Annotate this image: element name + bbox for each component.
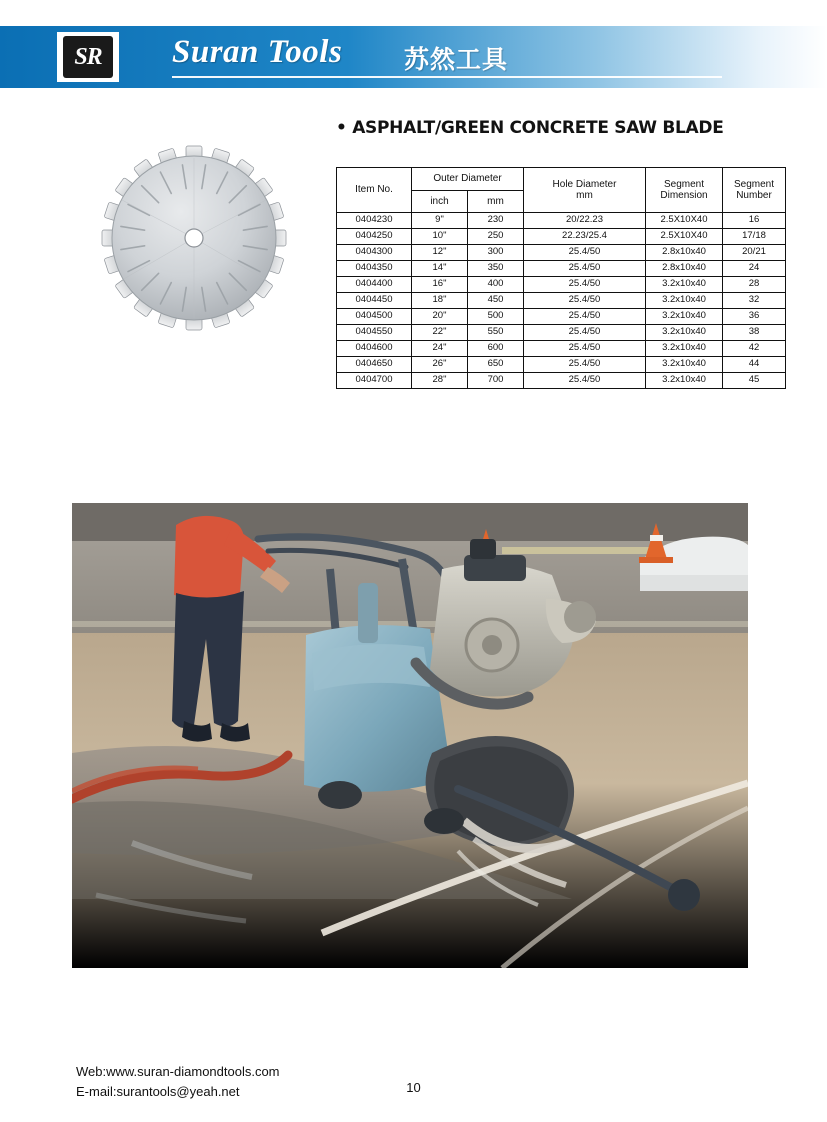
page-title xyxy=(336,118,724,138)
table-row xyxy=(337,325,786,341)
header-segment-number xyxy=(723,168,786,213)
cell-outer-mm: 300 xyxy=(468,245,524,261)
cell-item-no: 0404350 xyxy=(337,261,412,277)
cell-outer-mm: 600 xyxy=(468,341,524,357)
cell-segment-dimension: 3.2x10x40 xyxy=(646,341,723,357)
header-hole-diameter xyxy=(524,168,646,213)
cell-segment-dimension: 2.8x10x40 xyxy=(646,245,723,261)
cell-outer-mm: 700 xyxy=(468,373,524,389)
footer-email: E-mail:surantools@yeah.net xyxy=(76,1084,240,1100)
cell-hole-diameter: 25.4/50 xyxy=(524,341,646,357)
table-row xyxy=(337,261,786,277)
cell-item-no: 0404300 xyxy=(337,245,412,261)
page-header xyxy=(0,26,827,88)
cell-hole-diameter: 25.4/50 xyxy=(524,245,646,261)
header-segment-dimension xyxy=(646,168,723,213)
footer-website: Web:www.suran-diamondtools.com xyxy=(76,1064,280,1079)
logo-text: SR xyxy=(74,43,102,70)
cell-segment-number: 17/18 xyxy=(723,229,786,245)
table-body xyxy=(337,213,786,389)
cell-outer-mm: 500 xyxy=(468,309,524,325)
header-hole-diameter-unit: mm xyxy=(576,190,593,201)
cell-outer-mm: 400 xyxy=(468,277,524,293)
table-row xyxy=(337,213,786,229)
cell-segment-number: 16 xyxy=(723,213,786,229)
application-photo xyxy=(72,503,748,968)
cell-outer-inch: 12" xyxy=(412,245,468,261)
cell-segment-dimension: 2.5X10X40 xyxy=(646,213,723,229)
cell-hole-diameter: 25.4/50 xyxy=(524,277,646,293)
cell-segment-dimension: 3.2x10x40 xyxy=(646,373,723,389)
cell-segment-number: 24 xyxy=(723,261,786,277)
logo-container xyxy=(57,32,119,82)
cell-segment-number: 28 xyxy=(723,277,786,293)
cell-hole-diameter: 25.4/50 xyxy=(524,325,646,341)
suran-logo-icon xyxy=(63,36,113,78)
page-number: 10 xyxy=(406,1080,421,1095)
table-header-row-1 xyxy=(337,168,786,191)
header-hole-diameter-label: Hole Diameter xyxy=(552,178,617,190)
cell-segment-dimension: 3.2x10x40 xyxy=(646,357,723,373)
cell-segment-number: 44 xyxy=(723,357,786,373)
header-outer-diameter: Outer Diameter xyxy=(412,168,524,191)
header-segment-dimension-text: Segment Dimension xyxy=(660,178,708,201)
header-segment-number-text: Segment Number xyxy=(733,178,775,201)
cell-outer-inch: 26" xyxy=(412,357,468,373)
cell-outer-mm: 230 xyxy=(468,213,524,229)
cell-outer-inch: 9" xyxy=(412,213,468,229)
cell-item-no: 0404600 xyxy=(337,341,412,357)
cell-hole-diameter: 22.23/25.4 xyxy=(524,229,646,245)
section-title-text: ASPHALT/GREEN CONCRETE SAW BLADE xyxy=(352,118,724,138)
cell-segment-number: 45 xyxy=(723,373,786,389)
cell-segment-dimension: 3.2x10x40 xyxy=(646,309,723,325)
cell-hole-diameter: 25.4/50 xyxy=(524,357,646,373)
header-outer-mm: mm xyxy=(468,190,524,213)
cell-outer-inch: 10" xyxy=(412,229,468,245)
table-row xyxy=(337,245,786,261)
header-divider xyxy=(172,76,722,78)
table-row xyxy=(337,357,786,373)
cell-segment-number: 36 xyxy=(723,309,786,325)
cell-outer-mm: 250 xyxy=(468,229,524,245)
brand-name-chinese: 苏然工具 xyxy=(404,45,509,74)
saw-blade-image xyxy=(96,140,292,336)
bullet-icon: • xyxy=(336,118,347,138)
table-row xyxy=(337,341,786,357)
table-head xyxy=(337,168,786,213)
cell-outer-mm: 350 xyxy=(468,261,524,277)
cell-outer-mm: 550 xyxy=(468,325,524,341)
cell-outer-inch: 22" xyxy=(412,325,468,341)
cell-hole-diameter: 25.4/50 xyxy=(524,261,646,277)
cell-outer-inch: 20" xyxy=(412,309,468,325)
cell-hole-diameter: 25.4/50 xyxy=(524,373,646,389)
brand-name-english: Suran Tools xyxy=(172,34,343,70)
cell-item-no: 0404700 xyxy=(337,373,412,389)
cell-item-no: 0404500 xyxy=(337,309,412,325)
cell-segment-number: 42 xyxy=(723,341,786,357)
table-row xyxy=(337,309,786,325)
cell-outer-inch: 18" xyxy=(412,293,468,309)
cell-segment-dimension: 2.8x10x40 xyxy=(646,261,723,277)
cell-outer-inch: 16" xyxy=(412,277,468,293)
cell-item-no: 0404400 xyxy=(337,277,412,293)
header-item-no: Item No. xyxy=(337,168,412,213)
specification-table xyxy=(336,167,786,389)
table-row xyxy=(337,229,786,245)
cell-outer-mm: 650 xyxy=(468,357,524,373)
cell-item-no: 0404450 xyxy=(337,293,412,309)
cell-segment-number: 32 xyxy=(723,293,786,309)
cell-outer-inch: 24" xyxy=(412,341,468,357)
cell-segment-dimension: 3.2x10x40 xyxy=(646,325,723,341)
cell-hole-diameter: 25.4/50 xyxy=(524,293,646,309)
cell-item-no: 0404650 xyxy=(337,357,412,373)
cell-outer-inch: 14" xyxy=(412,261,468,277)
cell-hole-diameter: 25.4/50 xyxy=(524,309,646,325)
cell-item-no: 0404550 xyxy=(337,325,412,341)
table-row xyxy=(337,373,786,389)
table-row xyxy=(337,293,786,309)
cell-segment-number: 20/21 xyxy=(723,245,786,261)
table-row xyxy=(337,277,786,293)
cell-segment-dimension: 3.2x10x40 xyxy=(646,277,723,293)
cell-outer-mm: 450 xyxy=(468,293,524,309)
cell-hole-diameter: 20/22.23 xyxy=(524,213,646,229)
cell-segment-number: 38 xyxy=(723,325,786,341)
cell-segment-dimension: 2.5X10X40 xyxy=(646,229,723,245)
cell-item-no: 0404250 xyxy=(337,229,412,245)
cell-segment-dimension: 3.2x10x40 xyxy=(646,293,723,309)
cell-item-no: 0404230 xyxy=(337,213,412,229)
header-outer-inch: inch xyxy=(412,190,468,213)
cell-outer-inch: 28" xyxy=(412,373,468,389)
